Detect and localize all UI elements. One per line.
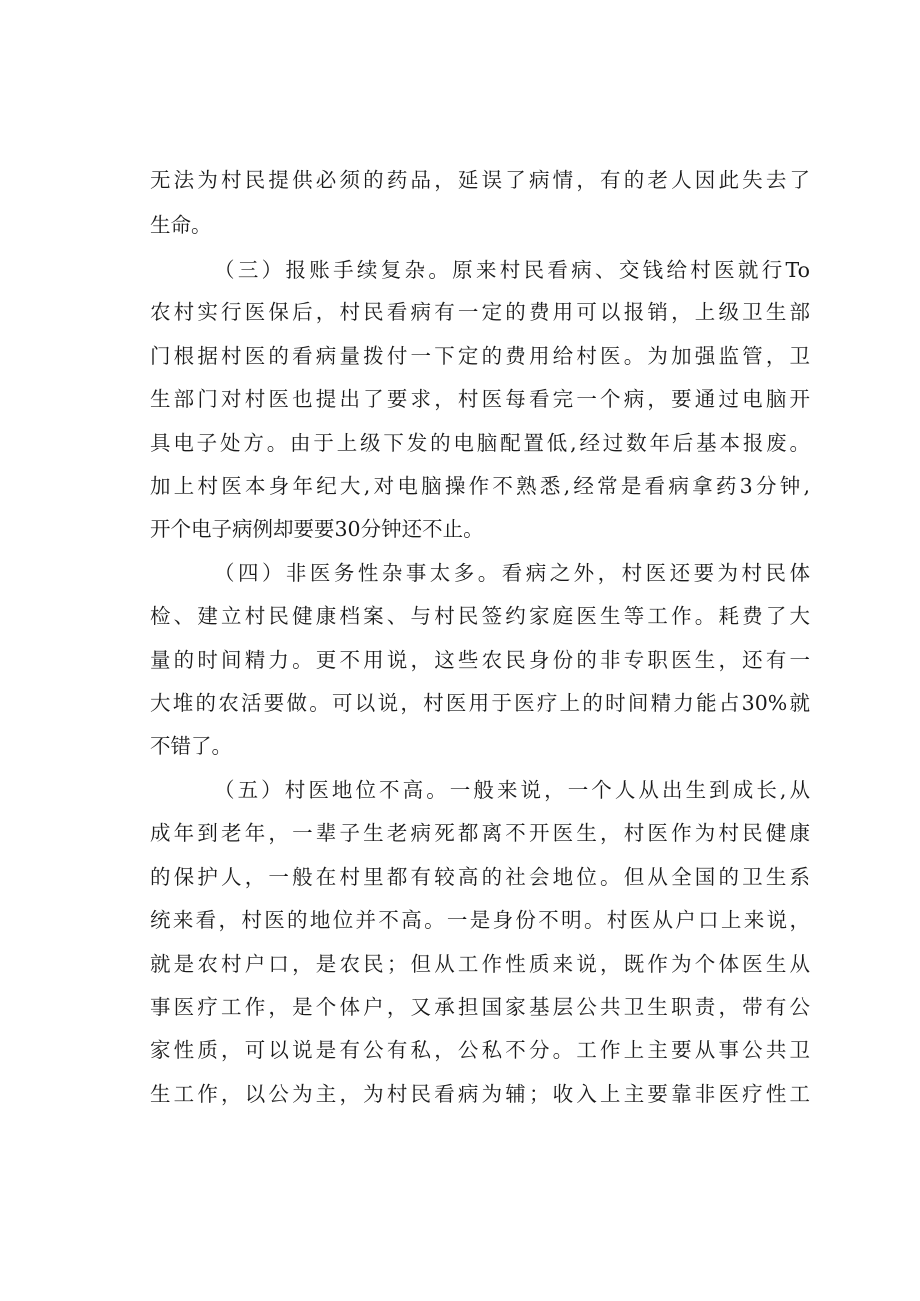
text-line: 事医疗工作，是个体户，又承担国家基层公共卫生职责，带有公 (150, 995, 810, 1019)
text-line: 家性质，可以说是有公有私，公私不分。工作上主要从事公共卫 (150, 1038, 810, 1062)
text-line: 生工作，以公为主，为村民看病为辅；收入上主要靠非医疗性工 (150, 1082, 810, 1106)
text-line: 统来看，村医的地位并不高。一是身份不明。村医从户口上来说， (150, 908, 810, 932)
text-line: 具电子处方。由于上级下发的电脑配置低,经过数年后基本报废。 (150, 431, 810, 455)
text-line: 农村实行医保后，村民看病有一定的费用可以报销，上级卫生部 (150, 300, 810, 324)
text-line: 检、建立村民健康档案、与村民签约家庭医生等工作。耗费了大 (150, 604, 810, 628)
text-line: 的保护人，一般在村里都有较高的社会地位。但从全国的卫生系 (150, 865, 810, 889)
text-line: 生命。 (150, 213, 212, 237)
text-line: （三）报账手续复杂。原来村民看病、交钱给村医就行To (214, 258, 810, 282)
text-line: 加上村医本身年纪大,对电脑操作不熟悉,经常是看病拿药3分钟, (150, 474, 810, 498)
text-line: 大堆的农活要做。可以说，村医用于医疗上的时间精力能占30%就 (150, 691, 810, 715)
text-line: （四）非医务性杂事太多。看病之外，村医还要为村民体 (214, 561, 810, 585)
text-line: 门根据村医的看病量拨付一下定的费用给村医。为加强监管，卫 (150, 344, 810, 368)
text-line: 不错了。 (150, 734, 232, 758)
text-line: 成年到老年，一辈子生老病死都离不开医生，村医作为村民健康 (150, 821, 810, 845)
text-line: 开个电子病例却要要30分钟还不止。 (150, 517, 484, 541)
text-line: 量的时间精力。更不用说，这些农民身份的非专职医生，还有一 (150, 648, 810, 672)
text-line: 就是农村户口，是农民；但从工作性质来说，既作为个体医生从 (150, 952, 810, 976)
text-line: （五）村医地位不高。一般来说，一个人从出生到成长,从 (214, 778, 810, 802)
text-line: 无法为村民提供必须的药品，延误了病情，有的老人因此失去了 (150, 168, 810, 192)
text-line: 生部门对村医也提出了要求，村医每看完一个病，要通过电脑开 (150, 387, 810, 411)
